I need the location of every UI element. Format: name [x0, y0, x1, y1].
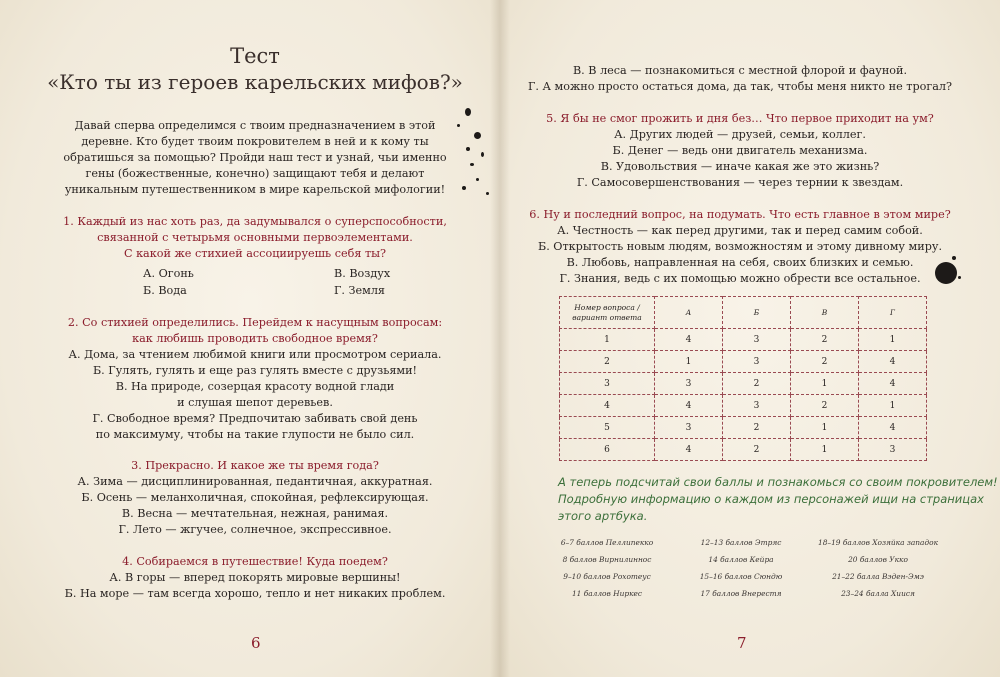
answer-line: Г. Знания, ведь с их помощью можно обрести все остальное.: [559, 272, 921, 285]
score-entry: 12–13 баллов Этряс: [700, 538, 782, 547]
answer-line: Б. Гулять, гулять и еще раз гулять вместе с друзьями!: [92, 364, 418, 377]
answer-b: Б. Вода: [143, 284, 187, 297]
intro-line: Давай сперва определимся с твоим предназначением в этой: [74, 119, 436, 132]
intro-line: гены (божественные, конечно) защищают тебя и делают: [85, 167, 425, 180]
table-cell: 6: [560, 439, 655, 461]
question-text: 5. Я бы не смог прожить и дня без… Что первое приходит на ум?: [546, 112, 934, 125]
table-cell: 1: [655, 351, 723, 373]
score-entry: 18–19 баллов Хозяйка западок: [818, 538, 938, 547]
question-text: 6. Ну и последний вопрос, на подумать. Что есть главное в этом мире?: [529, 208, 951, 221]
outro-line: этого артбука.: [558, 509, 648, 523]
table-row: [560, 351, 927, 373]
table-cell: 4: [859, 417, 927, 439]
answer-line: В. Весна — мечтательная, нежная, ранимая.: [121, 507, 389, 520]
table-row: [560, 373, 927, 395]
table-cell: 1: [791, 439, 859, 461]
outro-line: А теперь подсчитай свои баллы и познакомься со своим покровителем!: [558, 475, 998, 489]
score-entry: 20 баллов Укко: [848, 555, 908, 564]
table-row: [560, 417, 927, 439]
question-text: как любишь проводить свободное время?: [132, 332, 378, 345]
answer-g: Г. Земля: [334, 284, 385, 297]
answer-line: В. Удовольствия — иначе какая же это жизнь?: [600, 160, 880, 173]
outro-line: Подробную информацию о каждом из персонажей ищи на страницах: [558, 492, 984, 506]
question-text: 3. Прекрасно. И какое же ты время года?: [131, 459, 379, 472]
answer-v: В. Воздух: [334, 267, 391, 280]
table-row: [560, 395, 927, 417]
question-text: 4. Собираемся в путешествие! Куда поедем?: [122, 555, 388, 568]
score-entry: 21–22 балла Вэден-Эмэ: [832, 572, 924, 581]
answer-line: В. На природе, созерцая красоту водной глади: [115, 380, 395, 393]
table-row: [560, 329, 927, 351]
corner-header-line: вариант ответа: [572, 312, 642, 322]
question-text: 2. Со стихией определились. Перейдем к насущным вопросам:: [67, 316, 443, 329]
column-header: В: [791, 297, 859, 329]
table-cell: 4: [655, 329, 723, 351]
table-cell: 4: [655, 439, 723, 461]
test-title-label: Тест: [230, 44, 280, 68]
score-entry: 8 баллов Вирнилиннос: [562, 555, 652, 564]
score-entry: 23–24 балла Хиися: [841, 589, 915, 598]
table-row: [560, 439, 927, 461]
page-number-right: 7: [737, 634, 747, 652]
table-cell: 3: [859, 439, 927, 461]
answer-line: В. Любовь, направленная на себя, своих близких и семью.: [566, 256, 914, 269]
table-cell: 1: [560, 329, 655, 351]
page-number-left: 6: [251, 634, 261, 652]
answer-line: Г. Свободное время? Предпочитаю забивать свой день: [92, 412, 418, 425]
question-text: связанной с четырьмя основными первоэлементами.: [97, 231, 413, 244]
score-entry: 6–7 баллов Пеллипекко: [560, 538, 654, 547]
table-cell: 2: [723, 417, 791, 439]
table-cell: 5: [560, 417, 655, 439]
column-header: Г: [859, 297, 927, 329]
answer-line: Б. На море — там всегда хорошо, тепло и нет никаких проблем.: [64, 587, 446, 600]
answer-line: Г. А можно просто остаться дома, да так, чтобы меня никто не трогал?: [528, 80, 952, 93]
table-header-row: [560, 297, 927, 329]
answer-line: по максимуму, чтобы на такие глупости не было сил.: [95, 428, 415, 441]
answer-line: Г. Самосовершенствования — через тернии к звездам.: [576, 176, 904, 189]
corner-header-line: Номер вопроса /: [574, 302, 640, 312]
table-cell: 1: [859, 395, 927, 417]
table-cell: 3: [560, 373, 655, 395]
answer-line: Б. Открытость новым людям, возможностям и этому дивному миру.: [537, 240, 943, 253]
answer-line: Г. Лето — жгучее, солнечное, экспрессивное.: [118, 523, 392, 536]
answer-a: А. Огонь: [143, 267, 194, 280]
score-entry: 15–16 баллов Сюндю: [699, 572, 783, 581]
table-cell: 3: [723, 395, 791, 417]
column-header: А: [655, 297, 723, 329]
answer-line: и слушая шепот деревьев.: [177, 396, 333, 409]
answer-line: А. Честность — как перед другими, так и перед самим собой.: [557, 224, 923, 237]
answer-line: В. В леса — познакомиться с местной флорой и фауной.: [572, 64, 908, 77]
table-cell: 2: [723, 439, 791, 461]
answer-line: А. Других людей — друзей, семьи, коллег.: [614, 128, 866, 141]
answer-line: А. Зима — дисциплинированная, педантичная, аккуратная.: [77, 475, 433, 488]
table-cell: 2: [791, 351, 859, 373]
answer-line: Б. Осень — меланхоличная, спокойная, рефлексирующая.: [81, 491, 429, 504]
table-cell: 4: [655, 395, 723, 417]
test-title: «Кто ты из героев карельских мифов?»: [47, 70, 463, 94]
table-cell: 3: [723, 329, 791, 351]
answer-line: А. Дома, за чтением любимой книги или просмотром сериала.: [68, 348, 442, 361]
column-header: Б: [723, 297, 791, 329]
table-cell: 2: [791, 329, 859, 351]
table-cell: 1: [791, 417, 859, 439]
table-cell: 2: [723, 373, 791, 395]
score-entry: 14 баллов Кейра: [708, 555, 774, 564]
table-cell: 3: [655, 417, 723, 439]
answer-line: Б. Денег — ведь они двигатель механизма.: [612, 144, 868, 157]
table-cell: 3: [723, 351, 791, 373]
score-entry: 11 баллов Ниркес: [571, 589, 643, 598]
intro-line: обратишься за помощью? Пройди наш тест и узнай, чьи именно: [63, 151, 447, 164]
table-cell: 4: [859, 351, 927, 373]
question-text: 1. Каждый из нас хоть раз, да задумывался о суперспособности,: [63, 215, 447, 228]
question-text: С какой же стихией ассоциируешь себя ты?: [123, 247, 387, 260]
table-cell: 3: [655, 373, 723, 395]
table-cell: 2: [560, 351, 655, 373]
table-corner-header: [560, 297, 655, 329]
table-cell: 2: [791, 395, 859, 417]
table-cell: 4: [859, 373, 927, 395]
intro-line: уникальным путешественником в мире карельской мифологии!: [64, 183, 446, 196]
intro-line: деревне. Кто будет твоим покровителем в ней и к кому ты: [81, 135, 429, 148]
score-entry: 9–10 баллов Рохотеус: [563, 572, 651, 581]
score-entry: 17 баллов Внерестя: [700, 589, 782, 598]
table-cell: 1: [791, 373, 859, 395]
answer-line: А. В горы — вперед покорять мировые вершины!: [109, 571, 401, 584]
scoring-table: [559, 296, 927, 461]
table-cell: 1: [859, 329, 927, 351]
table-cell: 4: [560, 395, 655, 417]
